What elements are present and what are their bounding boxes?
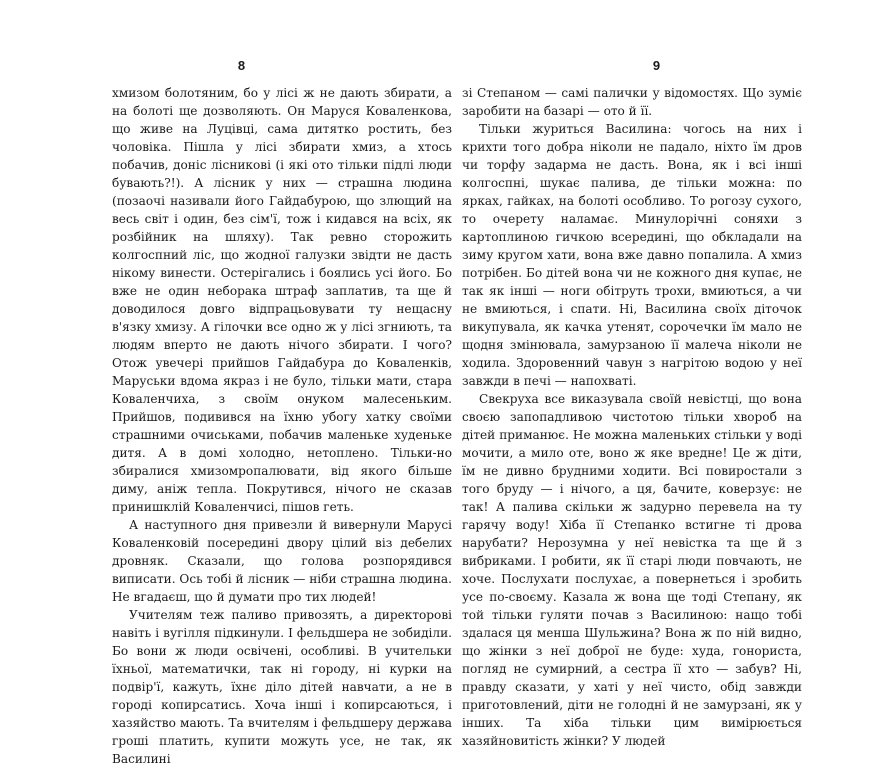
right-page-text — [462, 84, 802, 750]
page-number-right: 9 — [652, 58, 661, 73]
paragraph: Свекруха все виказувала своїй невістці, що вона своєю запопадливою чистотою тільки хвороб на дітей приманює. Не можна маленьких стільки у воді мочити, а мило оте, воно ж яке вредне! Це ж діти, їм не дивно брудними ходити. Всі повиростали з того бруду — і нічого, а ця, бачите, коверзує: не так! А палива скільки ж задурно перевела на ту гарячу воду! Хіба її Степанко встигне ті дрова нарубати? Нерозумна у неї невістка та ще й з вибриками. І робити, як її старі люди повчають, не хоче. Послухати послухає, а повернеться і зробить усе по-своєму. Казала ж вона ще тоді Степану, як той тільки гуляти почав з Василиною: нащо тобі здалася ця менша Шульжина? Вона ж по ній видно, що жінки з неї доброї не буде: худа, гоноpиста, погляд не сумирний, а сестра її хто — забув? Ні, правду сказати, у хаті у неї чисто, обід завжди приготовлений, діти не голодні й не замурзані, як у інших. Та хіба тільки цим вимірюється хазяйновитість жінки? У людей — [462, 392, 802, 748]
paragraph: Учителям теж паливо привозять, а директорові навіть і вугілля підкинули. І фельдшера не зобиділи. Бо вони ж люди освічені, особливі. В учительки їхньої, математички, так ні городу, ні курки на подвір'ї, кажуть, їхнє діло дітей навчати, а не в городі копирсатись. Хоча інші і копирсаються, і хазяйство мають. Та вчителям і фельдшеру держава гроші платить, купити можуть усе, не так, як Василині — [112, 608, 452, 766]
paragraph: Тільки журиться Василина: чогось на них і крихти того добра ніколи не падало, ніхто їм дров чи торфу задарма не дасть. Вона, як і всі інші колгоспні, шукає палива, де тільки можна: по ярках, гайках, на болоті особливо. То рогозу сухого, то очерету наламає. Минулорічні соняхи з картоплиною гичкою всередині, що обкладали на зиму кругом хати, вона вже давно попалила. А хмиз потрібен. Бо дітей вона чи не кожного дня купає, не так як інші — ноги обітруть трохи, вмиються, а чи не вмиються, і спати. Ні, Василина своїх діточок викупувала, як качка утенят, сорочечки їм мало не щодня змінювала, замурзаною її малеча ніколи не ходила. Здоровенний чавун з нагрітою водою у неї завжди в печі — напохваті. — [462, 122, 802, 388]
page-number-left: 8 — [237, 58, 246, 73]
paragraph: зі Степаном — самі палички у відомостях. Що зуміє заробити на базарі — ото й її. — [462, 86, 802, 118]
paragraph: хмизом болотяним, бо у лісі ж не дають збирати, а на болоті ще дозволяють. Он Маруся Коваленкова, що живе на Луцівці, сама дитятко ростить, без чоловіка. Пішла у лісі збирати хмиз, а хтось побачив, доніс лісникові (і які ото тільки підлі люди бувають?!). А лісник у них — страшна людина (позаочі називали його Гайдабурою, що злющий на весь світ і один, без сім'ї, тож і кидався на всіх, як розбійник на шляху). Так ревно сторожить колгоспний ліс, що жодної галузки звідти не дасть нікому винести. Остерігались і боялись усі його. Бо вже не один неборака штраф заплатив, та ще й доводилося довго відпрацьовувати ту нещасну в'язку хмизу. А гілочки все одно ж у лісі згниють, та людям вперто не дають нічого збирати. І чого? Отож увечері прийшов Гайдабура до Коваленків, Маруськи вдома якраз і не було, тільки мати, стара Коваленчиха, з своїм онуком малесеньким. Прийшов, подивився на їхню убогу хатку своїми страшними очиськами, побачив маленьке худеньке дитя. А в домі холодно, нетоплено. Тільки-но збиралися хмизомропалювати, від якого більше диму, аніж тепла. Покрутився, нічого не сказав принишклій Коваленчисі, пішов геть. — [112, 86, 452, 514]
left-page-text — [112, 84, 452, 768]
right-page — [445, 0, 890, 748]
paragraph: А наступного дня привезли й вивернули Марусі Коваленковій посередині двору цілий віз дебелих дровняк. Сказали, що голова розпорядився виписати. Ось тобі й лісник — ніби страшна людина. Не вгадаєш, що й думати про тих людей! — [112, 518, 452, 604]
